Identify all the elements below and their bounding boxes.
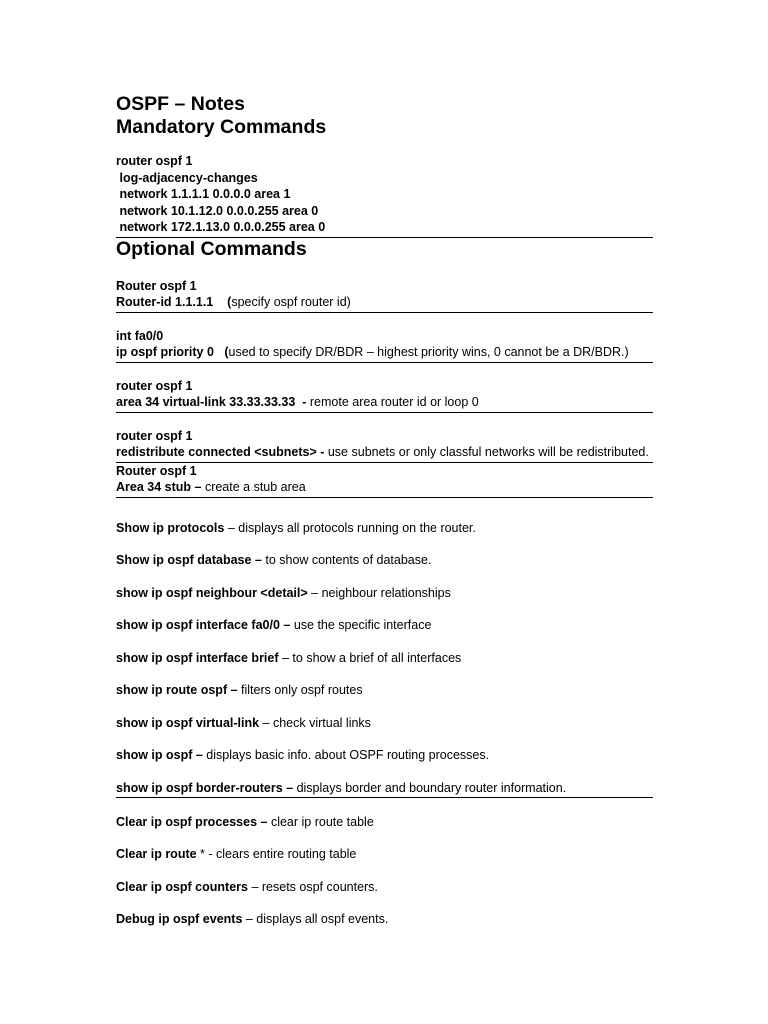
mandatory-line: log-adjacency-changes bbox=[116, 170, 258, 185]
show-command-item bbox=[116, 520, 653, 536]
mandatory-line: router ospf 1 bbox=[116, 154, 193, 168]
show-command-item bbox=[116, 682, 653, 698]
command-text: show ip ospf interface brief bbox=[116, 650, 279, 665]
document-title: OSPF – Notes bbox=[116, 93, 245, 115]
command-description: – displays all ospf events. bbox=[242, 912, 389, 926]
section-line: Router ospf 1 bbox=[116, 278, 197, 293]
command-description: – to show a brief of all interfaces bbox=[278, 650, 462, 665]
section-line: Router ospf 1 bbox=[116, 463, 197, 478]
show-command-item bbox=[116, 552, 653, 568]
mandatory-line: network 1.1.1.1 0.0.0.0 area 1 bbox=[116, 187, 291, 201]
clear-commands-list bbox=[116, 814, 653, 928]
command-text: show ip ospf border-routers – bbox=[116, 780, 297, 795]
show-commands-list bbox=[116, 520, 653, 798]
section-line: int fa0/0 bbox=[116, 328, 164, 343]
clear-command-item bbox=[116, 846, 653, 862]
command-description: – check virtual links bbox=[259, 715, 371, 730]
command-description: – displays all protocols running on the router. bbox=[224, 520, 476, 535]
mandatory-line: network 172.1.13.0 0.0.0.255 area 0 bbox=[116, 220, 326, 234]
clear-command-item bbox=[116, 879, 653, 895]
section-command: Router-id 1.1.1.1 ( bbox=[116, 295, 232, 309]
command-text: show ip ospf virtual-link bbox=[116, 715, 260, 730]
show-command-item bbox=[116, 650, 653, 666]
show-command-item bbox=[116, 585, 653, 601]
command-description: to show contents of database. bbox=[265, 553, 432, 567]
command-text: show ip route ospf – bbox=[116, 683, 242, 697]
document-page bbox=[116, 93, 653, 944]
command-description: – resets ospf counters. bbox=[247, 879, 378, 894]
command-description: * - clears entire routing table bbox=[196, 847, 357, 861]
command-text: Show ip ospf database – bbox=[116, 553, 266, 567]
section-command: Area 34 stub – bbox=[116, 480, 205, 494]
clear-command-item bbox=[116, 814, 653, 830]
section-description: create a stub area bbox=[204, 480, 306, 494]
section-description: specify ospf router id) bbox=[231, 295, 351, 309]
debug-command-item bbox=[116, 911, 653, 927]
show-command-item bbox=[116, 780, 653, 797]
command-text: Clear ip ospf processes – bbox=[116, 814, 271, 829]
command-description: – neighbour relationships bbox=[307, 585, 451, 600]
command-description: clear ip route table bbox=[270, 814, 374, 829]
command-text: show ip ospf – bbox=[116, 748, 207, 762]
command-text: Debug ip ospf events bbox=[116, 912, 243, 926]
section-description: used to specify DR/BDR – highest priority wins, 0 cannot be a DR/BDR.) bbox=[228, 345, 629, 359]
optional-section-priority bbox=[116, 328, 653, 363]
command-text: Show ip protocols bbox=[116, 520, 225, 535]
command-text: show ip ospf neighbour <detail> bbox=[116, 585, 308, 600]
command-description: use the specific interface bbox=[293, 618, 432, 632]
optional-section-redistribute bbox=[116, 428, 653, 463]
mandatory-line: network 10.1.12.0 0.0.0.255 area 0 bbox=[116, 203, 319, 218]
command-description: displays border and boundary router information. bbox=[296, 780, 567, 795]
section-description: remote area router id or loop 0 bbox=[309, 395, 479, 409]
optional-section-virtual-link bbox=[116, 378, 653, 413]
section-description: use subnets or only classful networks will be redistributed. bbox=[327, 445, 649, 459]
command-description: displays basic info. about OSPF routing processes. bbox=[206, 748, 490, 762]
section-command: area 34 virtual-link 33.33.33.33 - bbox=[116, 395, 310, 409]
show-command-item bbox=[116, 617, 653, 633]
mandatory-commands-heading: Mandatory Commands bbox=[116, 116, 327, 138]
command-text: Clear ip route bbox=[116, 847, 197, 861]
mandatory-commands-block bbox=[116, 153, 653, 238]
section-line: router ospf 1 bbox=[116, 378, 193, 393]
command-text: show ip ospf interface fa0/0 – bbox=[116, 618, 294, 632]
command-text: Clear ip ospf counters bbox=[116, 879, 248, 894]
section-command: redistribute connected <subnets> - bbox=[116, 445, 328, 459]
optional-section-stub bbox=[116, 463, 653, 498]
optional-commands-heading: Optional Commands bbox=[116, 237, 307, 260]
section-command: ip ospf priority 0 ( bbox=[116, 345, 229, 359]
show-command-item bbox=[116, 715, 653, 731]
optional-section-router-id bbox=[116, 278, 653, 313]
command-description: filters only ospf routes bbox=[241, 683, 363, 697]
section-line: router ospf 1 bbox=[116, 428, 193, 443]
show-command-item bbox=[116, 747, 653, 763]
